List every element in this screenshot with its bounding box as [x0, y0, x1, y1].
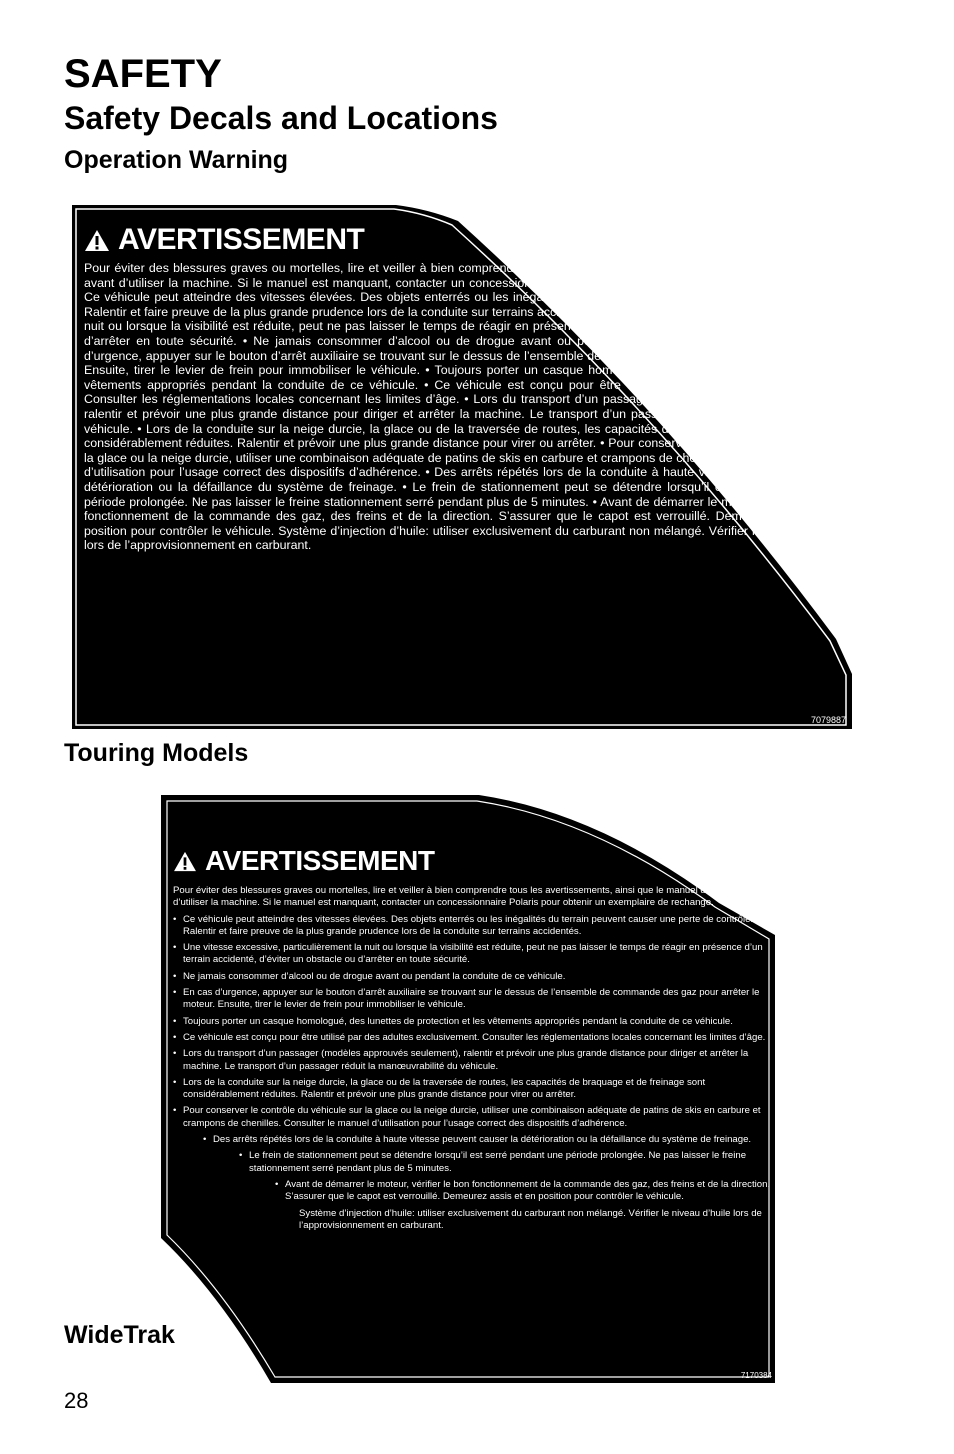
warning-heading-text: AVERTISSEMENT — [118, 223, 365, 256]
warning-bullet: • Des arrêts répétés lors de la conduite à haute vitesse peuvent causer la détérioration ou la défaillance du système de freinage. — [173, 1134, 771, 1146]
warning-bullet: • En cas d’urgence, appuyer sur le bouton d’arrêt auxiliaire se trouvant sur le dessus de l’ensemble de commande des gaz pour arrêter le moteur. Ensuite, tirer le levier de frein pour immobiliser le véhicule. — [173, 987, 771, 1012]
warning-intro: Pour éviter des blessures graves ou mortelles, lire et veiller à bien comprendre tous les avertissements, ainsi que le manuel d’utiliser avant d’utiliser la machine. Si le manuel est manquant, contacter un concessionnaire Polaris pour obtenir un exemplaire de rechange. — [173, 885, 762, 909]
warning-bullet: • Pour conserver le contrôle du véhicule sur la glace ou la neige durcie, utiliser une combinaison adéquate de patins de skis en carbure et crampons de chenilles. Consulter le manuel d’utilisation pour l’usage correct des dispositifs d’adhérence. — [173, 1105, 771, 1130]
warning-body — [84, 261, 842, 553]
warning-bullet: • Le frein de stationnement peut se détendre lorsqu’il est serré pendant une période prolongée. Ne pas laisser le freine stationnement serré pendant plus de 5 minutes. — [173, 1150, 771, 1175]
warning-bullet: • Lors de la conduite sur la neige durcie, la glace ou de la traversée de routes, les capacités de braquage et de freinage sont considérablement réduites. Ralentir et prévoir une plus grande distance pour virer ou arrêter. — [173, 1077, 771, 1102]
section-title: SAFETY — [64, 52, 222, 96]
warning-bullet: • Ce véhicule est conçu pour être utilisé par des adultes exclusivement. Consulter les réglementations locales concernant les limites d’âge. — [173, 1032, 771, 1044]
subheading-operation-warning: Operation Warning — [64, 146, 289, 174]
warning-closing: Système d’injection d’huile: utiliser exclusivement du carburant non mélangé. Vérifier le niveau d’huile lors de l’approvisionnement en carburant. — [299, 1207, 762, 1231]
warning-heading — [84, 225, 842, 255]
touring-models-decal — [159, 793, 786, 1390]
page-number: 28 — [64, 1388, 89, 1413]
warning-body-text: Pour éviter des blessures graves ou mortelles, lire et veiller à bien comprendre tous les avertissements, ainsi que le manuel d’utilisation avant d’utiliser la machine. Si le manuel est manquant, contacter un concessionnaire Polaris pour obtenir un exemplaire de rechange. • Ce véhicule peut atteindre des vitesses élevées. Des objets enterrés ou les inégalités du terrain peuvent causer une perte de contrôle. Ralentir et faire preuve de la plus grande prudence lors de la conduite sur terrains accidentés. • Une vitesse excessive, particulièrement la nuit ou lorsque la visibilité est réduite, peut ne pas laisser le temps de réagir en présence d’un terrain accidenté, d’éviter un obstacle ou d’arrêter en toute sécurité. • Ne jamais consommer d’alcool ou de drogue avant ou pendant la conduite de ce véhicule. • En cas d’urgence, appuyer sur le bouton d’arrêt auxiliaire se trouvant sur le dessus de l’ensemble de commande des gaz pour arrêter le moteur. Ensuite, tirer le levier de frein pour immobiliser le véhicule. • Toujours porter un casque homologué, des lunettes de protection et les vêtements appropriés pendant la conduite de ce véhicule. • Ce véhicule est conçu pour être utilisé par des adultes exclusivement. Consulter les réglementations locales concernant les limites d’âge. • Lors du transport d’un passager (modèles approuvés seulement), ralentir et prévoir une plus grande distance pour diriger et arrêter la machine. Le transport d’un passager réduit la manœuvrabilité du véhicule. • Lors de la conduite sur la neige durcie, la glace ou de la traversée de routes, les capacités de braquage et de freinage sont considérablement réduites. Ralentir et prévoir une plus grande distance pour virer ou arrêter. • Pour conserver le contrôle du véhicule sur la glace ou la neige durcie, utiliser une combinaison adéquate de patins de skis en carbure et crampons de chenilles. Consulter le manuel d’utilisation pour l’usage correct des dispositifs d’adhérence. • Des arrêts répétés lors de la conduite à haute vitesse peuvent causer la détérioration ou la défaillance du système de freinage. • Le frein de stationnement peut se détendre lorsqu’il est serré pendant une période prolongée. Ne pas laisser le freine stationnement serré pendant plus de 5 minutes. • Avant de démarrer le moteur, vérifier le bon fonctionnement de la commande des gaz, des freins et de la direction. S’assurer que le capot est verrouillé. Demeurez assis et en position pour contrôler le véhicule. Système d’injection d’huile: utiliser exclusivement du carburant non mélangé. Vérifier le niveau d’huile lors de l’approvisionnement en carburant. — [84, 261, 842, 553]
warning-bullet: • Lors du transport d’un passager (modèles approuvés seulement), ralentir et prévoir une plus grande distance pour diriger et arrêter la machine. Le transport d’un passager réduit la manœuvrabilité du véhicule. — [173, 1048, 771, 1073]
warning-bullet: • Avant de démarrer le moteur, vérifier le bon fonctionnement de la commande des gaz, des freins et de la direction. S’assurer que le capot est verrouillé. Demeurez assis et en position pour contrôler le véhicule. — [173, 1179, 771, 1204]
decal-part-number: 7079887 — [810, 715, 846, 725]
warning-heading-text: AVERTISSEMENT — [205, 845, 435, 876]
warning-bullet: • Ce véhicule peut atteindre des vitesses élevées. Des objets enterrés ou les inégalités du terrain peuvent causer une perte de contrôle. Ralentir et faire preuve de la plus grande prudence lors de la conduite sur terrains accidentés. — [173, 914, 771, 939]
subheading-widetrak: WideTrak — [64, 1321, 175, 1349]
warning-triangle-icon — [173, 851, 197, 872]
warning-bullet: • Ne jamais consommer d’alcool ou de drogue avant ou pendant la conduite de ce véhicule. — [173, 971, 771, 983]
warning-bullet: • Toujours porter un casque homologué, des lunettes de protection et les vêtements appropriés pendant la conduite de ce véhicule. — [173, 1016, 771, 1028]
decal-part-number: 7170384 — [740, 1371, 772, 1380]
subheading-touring-models: Touring Models — [64, 739, 249, 767]
warning-bullet: • Une vitesse excessive, particulièrement la nuit ou lorsque la visibilité est réduite, peut ne pas laisser le temps de réagir en présence d’un terrain accidenté, d’éviter un obstacle ou d’arrêter en toute sécurité. — [173, 942, 771, 967]
decal-content — [173, 847, 771, 1236]
warning-body — [173, 885, 771, 1232]
decal-content — [84, 225, 842, 553]
warning-triangle-icon — [84, 229, 110, 252]
warning-heading — [173, 847, 771, 875]
operation-warning-decal — [66, 199, 858, 735]
page-title: Safety Decals and Locations — [64, 100, 498, 136]
